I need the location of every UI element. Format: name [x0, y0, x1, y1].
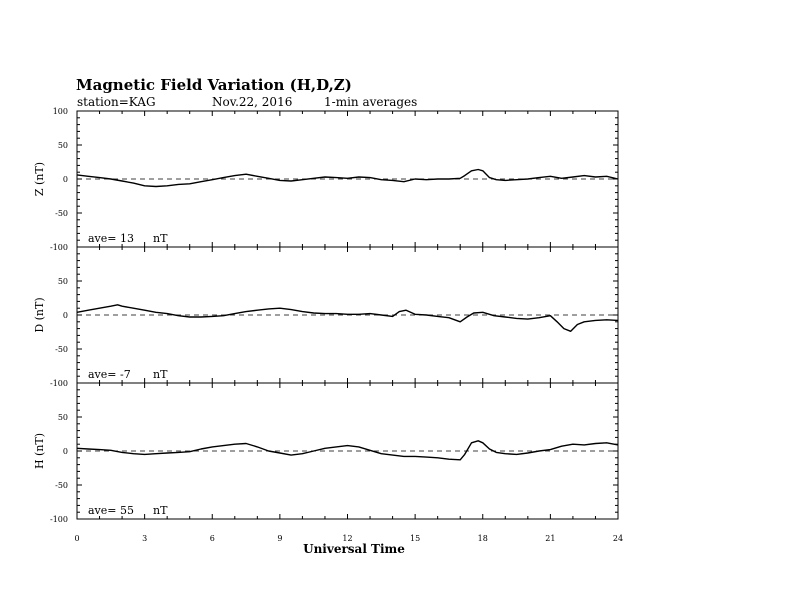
y-tick-label: 100	[52, 107, 68, 116]
y-tick-label: -50	[55, 481, 68, 490]
y-tick-label: -100	[50, 243, 68, 252]
panel-2	[33, 383, 618, 524]
ave-unit-label: nT	[153, 368, 168, 381]
x-tick-label: 9	[277, 534, 283, 543]
y-tick-label: 0	[62, 311, 68, 320]
y-tick-label: -50	[55, 209, 68, 218]
y-tick-label: -50	[55, 345, 68, 354]
y-tick-label: -100	[50, 379, 68, 388]
x-axis-title: Universal Time	[303, 542, 405, 556]
y-tick-label: -100	[50, 515, 68, 524]
ave-label: ave= 13	[88, 232, 134, 245]
ave-unit-label: nT	[153, 504, 168, 517]
panels-layer	[33, 107, 623, 543]
x-tick-label: 0	[74, 534, 80, 543]
date-label: Nov.22, 2016	[212, 95, 293, 109]
y-axis-label: H (nT)	[33, 432, 46, 470]
series-line	[77, 305, 618, 332]
panel-0	[33, 107, 618, 252]
y-tick-label: 50	[57, 141, 68, 150]
y-axis-label: D (nT)	[33, 297, 46, 333]
panel-1	[33, 247, 618, 388]
x-tick-label: 15	[410, 534, 421, 543]
y-tick-label: 50	[57, 413, 68, 422]
series-line	[77, 170, 618, 187]
series-line	[77, 441, 618, 460]
ave-label: ave= 55	[88, 504, 134, 517]
y-tick-label: 50	[57, 277, 68, 286]
y-tick-label: 0	[62, 175, 68, 184]
x-tick-label: 12	[342, 534, 353, 543]
x-tick-label: 18	[477, 534, 488, 543]
ave-label: ave= -7	[88, 368, 131, 381]
station-label: station=KAG	[77, 95, 156, 109]
y-axis-label: Z (nT)	[33, 161, 46, 197]
chart-title: Magnetic Field Variation (H,D,Z)	[76, 76, 352, 94]
ave-unit-label: nT	[153, 232, 168, 245]
x-tick-label: 21	[545, 534, 556, 543]
x-tick-label: 24	[612, 534, 624, 543]
x-tick-label: 6	[209, 534, 215, 543]
x-tick-label: 3	[142, 534, 148, 543]
averages-label: 1-min averages	[324, 95, 418, 109]
y-tick-label: 0	[62, 447, 68, 456]
